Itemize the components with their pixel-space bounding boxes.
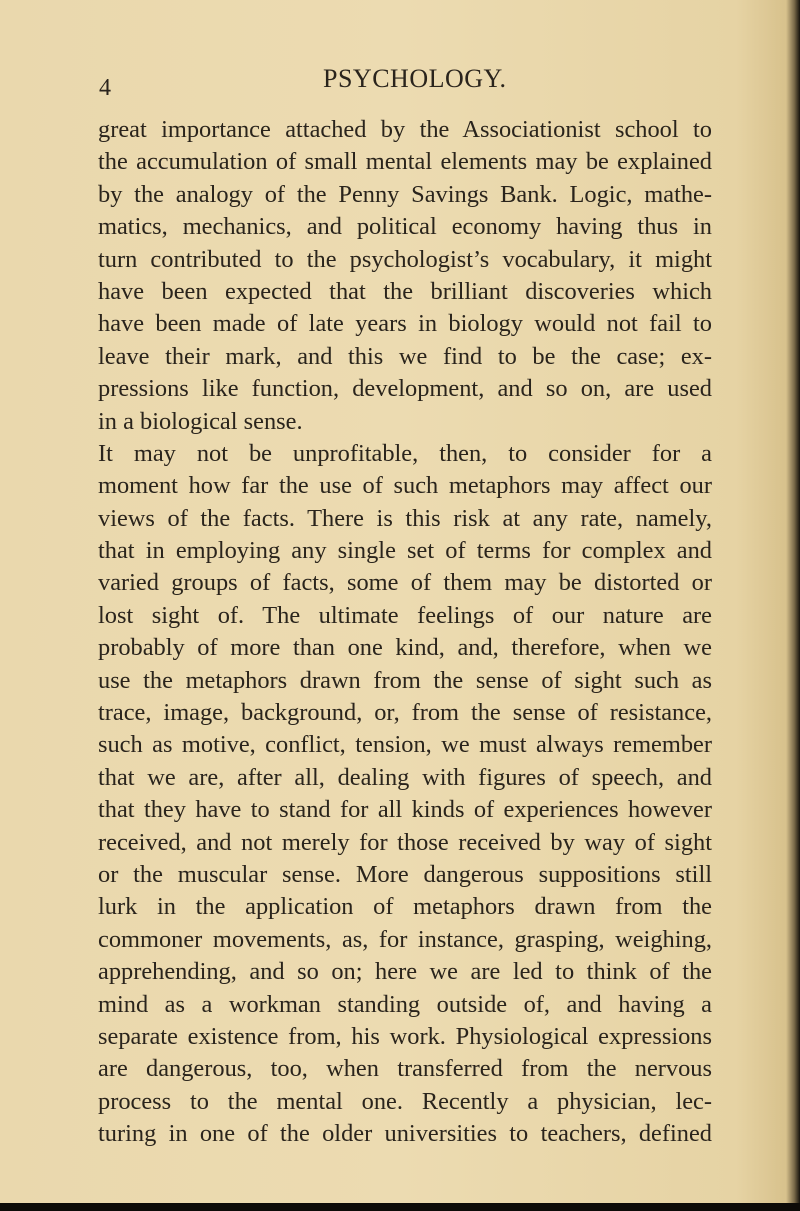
text-line: pressions like function, development, and so on, are used bbox=[98, 375, 712, 403]
page-number: 4 bbox=[99, 75, 111, 101]
text-line: or the muscular sense. More dangerous suppositions still bbox=[98, 860, 712, 888]
text-line: process to the mental one. Recently a physician, lec- bbox=[98, 1087, 712, 1115]
text-line: commoner movements, as, for instance, grasping, weighing, bbox=[98, 925, 712, 953]
text-line: have been made of late years in biology would not fail to bbox=[98, 310, 712, 338]
text-line: views of the facts. There is this risk at any rate, namely, bbox=[98, 504, 712, 532]
text-line: that in employing any single set of terms for complex and bbox=[98, 537, 712, 565]
text-line: turn contributed to the psychologist’s vocabulary, it might bbox=[98, 245, 712, 273]
text-line: have been expected that the brilliant discoveries which bbox=[98, 277, 712, 305]
text-line: probably of more than one kind, and, therefore, when we bbox=[98, 634, 712, 662]
text-line: great importance attached by the Associationist school to bbox=[98, 116, 712, 143]
text-line: separate existence from, his work. Physiological expressions bbox=[98, 1022, 712, 1050]
text-line: by the analogy of the Penny Savings Bank. Logic, mathe- bbox=[98, 180, 712, 208]
running-head: PSYCHOLOGY. bbox=[323, 64, 507, 93]
page-bottom-edge bbox=[0, 1203, 800, 1211]
text-line: turing in one of the older universities to teachers, defined bbox=[98, 1120, 712, 1148]
text-line: in a biological sense. bbox=[98, 407, 303, 435]
page-header bbox=[0, 66, 800, 102]
text-line: such as motive, conflict, tension, we must always remember bbox=[98, 731, 712, 759]
body-text bbox=[98, 114, 712, 1151]
text-line: matics, mechanics, and political economy having thus in bbox=[98, 213, 712, 241]
text-line: are dangerous, too, when transferred from the nervous bbox=[98, 1055, 712, 1083]
text-line: It may not be unprofitable, then, to consider for a bbox=[98, 439, 712, 467]
text-line: received, and not merely for those received by way of sight bbox=[98, 828, 712, 856]
text-line: leave their mark, and this we find to be the case; ex- bbox=[98, 342, 712, 370]
text-line: trace, image, background, or, from the sense of resistance, bbox=[98, 699, 712, 727]
text-line: moment how far the use of such metaphors may affect our bbox=[98, 472, 712, 500]
page-edge-shadow bbox=[786, 0, 800, 1211]
text-line: that we are, after all, dealing with figures of speech, and bbox=[98, 763, 712, 791]
text-line: the accumulation of small mental elements may be explained bbox=[98, 148, 712, 176]
text-line: lurk in the application of metaphors drawn from the bbox=[98, 893, 712, 921]
text-line: apprehending, and so on; here we are led to think of the bbox=[98, 958, 712, 986]
text-line: varied groups of facts, some of them may be distorted or bbox=[98, 569, 712, 597]
text-line: that they have to stand for all kinds of experiences however bbox=[98, 796, 712, 824]
text-line: use the metaphors drawn from the sense of sight such as bbox=[98, 666, 712, 694]
text-line: lost sight of. The ultimate feelings of our nature are bbox=[98, 601, 712, 629]
text-line: mind as a workman standing outside of, and having a bbox=[98, 990, 712, 1018]
